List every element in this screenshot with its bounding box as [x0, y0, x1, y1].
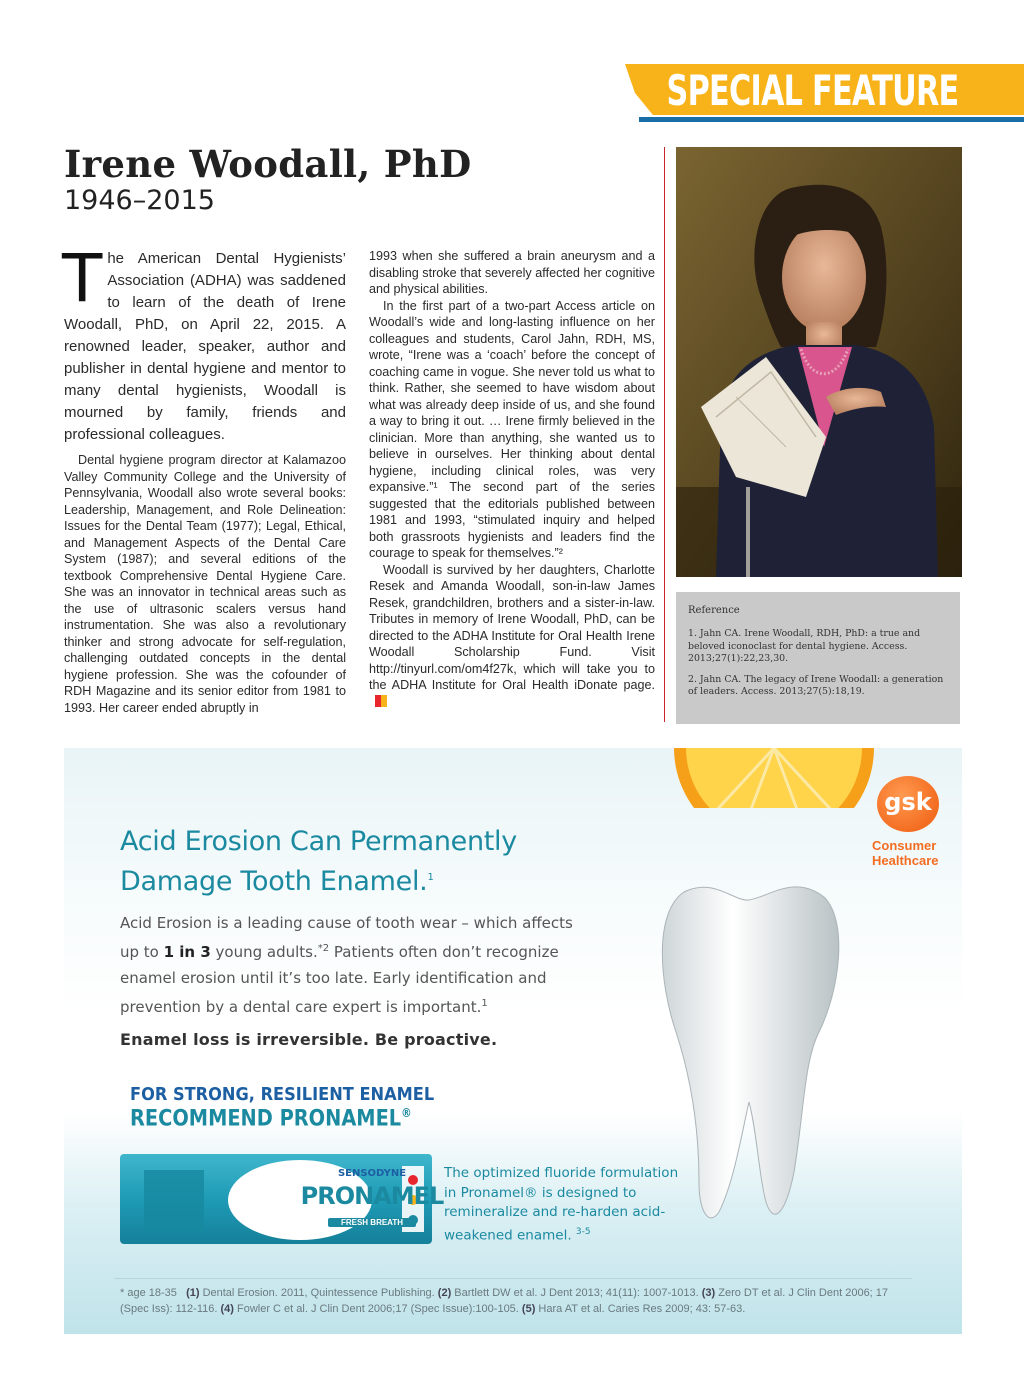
footnote-number: (2)	[437, 1287, 452, 1299]
headline-line-2	[120, 860, 600, 900]
body-bold-stat: 1 in 3	[163, 943, 211, 961]
banner-rule	[639, 117, 1024, 122]
headline-line-1: Acid Erosion Can Permanently	[120, 826, 517, 857]
body-part-1: Acid Erosion is a leading cause of tooth wear – which affects up to	[120, 914, 573, 961]
footnote-number: (1)	[186, 1287, 200, 1299]
registered-mark: ®	[401, 1106, 412, 1120]
body-part-3: Patients often don’t recognize enamel erosion until it’s too late. Early identification and prevention by a dental care expert is important.	[120, 943, 559, 1016]
article-column-1	[62, 240, 346, 716]
orange-slice-icon	[654, 748, 894, 808]
reference-item: 2. Jahn CA. The legacy of Irene Woodall: a generation of leaders. Access. 2013;27(5):18,19.	[688, 673, 944, 697]
reference-heading: Reference	[688, 605, 740, 616]
article-years: 1946–2015	[64, 185, 215, 216]
article-column-2	[369, 248, 655, 710]
recommend-line-2	[130, 1106, 412, 1131]
headline-citation: 1	[427, 872, 434, 883]
footnote-text: Dental Erosion. 2011, Quintessence Publishing.	[199, 1287, 438, 1299]
column-divider	[664, 147, 665, 722]
footnote-number: (5)	[521, 1303, 536, 1315]
paragraph-career: Dental hygiene program director at Kalamazoo Valley Community College and the University of Pennsylvania, Woodall also wrote several books: Leadership, Management, and Role Delineation: Issues for the Dental Team (1977); Legal, Ethical, and Management Aspects of the Dental Care System (1987); and several editions of the textbook Comprehensive Dental Hygiene Care. She was an innovator in technical areas such as the use of ultrasonic scalers versus hand instrumentation. She was also a revolutionary thinker and strong advocate for self-regulation, challenging outdated concepts in the dental hygiene profession. She was the cofounder of RDH Magazine and its senior editor from 1981 to 1993. Her career ended abruptly in	[64, 453, 346, 715]
footnote-age: * age 18-35	[120, 1287, 177, 1299]
ad-headline	[120, 824, 600, 900]
special-feature-banner	[625, 64, 1024, 122]
recommend-line-1: FOR STRONG, RESILIENT ENAMEL	[130, 1084, 435, 1105]
tube-brand: SENSODYNE	[337, 1168, 407, 1179]
tube-variant: FRESH BREATH	[328, 1218, 416, 1227]
drop-cap: T	[62, 240, 103, 317]
gsk-line-1: Consumer	[872, 838, 937, 853]
ad-body-text	[120, 910, 590, 1020]
body-citation-1: *2	[317, 943, 330, 954]
tube-product: PRONAMEL	[300, 1182, 444, 1210]
footnote-number: (3)	[701, 1287, 716, 1299]
body-part-2: young adults.	[210, 943, 318, 961]
ad-footnote	[120, 1285, 910, 1317]
footnote-text: Zero DT et al. J Clin Dent 2006; 17 (Spec Iss): 112-116.	[120, 1287, 889, 1315]
footnote-text: Fowler C et al. J Clin Dent 2006;17 (Spec Issue):100-105.	[233, 1303, 522, 1315]
body-citation-2: 1	[481, 998, 488, 1009]
lead-paragraph	[62, 240, 346, 446]
ad-divider	[114, 1278, 912, 1279]
gsk-division	[872, 838, 938, 868]
gsk-logo-icon: gsk	[877, 776, 939, 832]
paragraph-influence: In the first part of a two-part Access article on Woodall’s wide and long-lasting influence on her colleagues and students, Carol Jahn, RDH, MS, wrote, “Irene was a ‘coach’ before the concept of coaching came in vogue. She never told us what to think. Rather, she seemed to have wisdom about what was already deep inside of us, and she found a way to bring it out. … Irene firmly believed in the clinician. More than anything, she wanted us to believe in ourselves. Her thinking about dental hygiene, including clinical roles, was very expansive.”¹ The second part of the series suggested that the editorials published between 1981 and 1993, “stimulated inquiry and helped both grassroots hygienists and leaders find the courage to speak for themselves.”²	[369, 298, 655, 560]
pronamel-advertisement	[64, 748, 962, 1334]
reference-item: 1. Jahn CA. Irene Woodall, RDH, PhD: a true and beloved iconoclast for dental hygiene. Access. 2013;27(1):22,23,30.	[688, 628, 921, 664]
reference-box	[676, 592, 960, 724]
fluoride-claim	[444, 1164, 684, 1246]
gsk-line-2: Healthcare	[872, 853, 939, 868]
banner-label: SPECIAL FEATURE	[666, 66, 958, 115]
article-title: Irene Woodall, PhD	[64, 142, 472, 186]
fluoride-text: The optimized fluoride formulation in Pronamel® is designed to remineralize and re-harden acid-weakened enamel.	[444, 1165, 679, 1243]
lead-text: he American Dental Hygienists’ Association (ADHA) was saddened to learn of the death of Irene Woodall, PhD, on April 22, 2015. A renowned leader, speaker, author and publisher in dental hygiene and mentor to many dental hygienists, Woodall is mourned by family, friends and professional colleagues.	[64, 250, 346, 443]
footnote-text: Hara AT et al. Caries Res 2009; 43: 57-63.	[535, 1303, 746, 1315]
portrait-illustration	[676, 147, 962, 577]
portrait-photo	[676, 147, 962, 577]
paragraph-survivors	[369, 562, 655, 711]
end-mark-icon	[375, 695, 387, 707]
footnote-number: (4)	[220, 1303, 234, 1315]
footnote-text: Bartlett DW et al. J Dent 2013; 41(11): 1007-1013.	[451, 1287, 702, 1299]
fluoride-citation: 3-5	[575, 1226, 591, 1237]
survivors-text: Woodall is survived by her daughters, Charlotte Resek and Amanda Woodall, son-in-law James Resek, grandchildren, brothers and a sister-in-law. Tributes in memory of Irene Woodall, PhD, can be directed to the ADHA Institute for Oral Health Irene Woodall Scholarship Fund. Visit http://tinyurl.com/om4f27k, which will take you to the ADHA Institute for Oral Health iDonate page.	[369, 562, 655, 692]
recommend-line-2-text: RECOMMEND PRONAMEL	[130, 1106, 402, 1132]
headline-line-2-text: Damage Tooth Enamel.	[120, 866, 428, 897]
ad-tagline: Enamel loss is irreversible. Be proactive.	[120, 1030, 498, 1049]
paragraph-illness: 1993 when she suffered a brain aneurysm and a disabling stroke that severely affected her cognitive and physical abilities.	[369, 249, 655, 296]
